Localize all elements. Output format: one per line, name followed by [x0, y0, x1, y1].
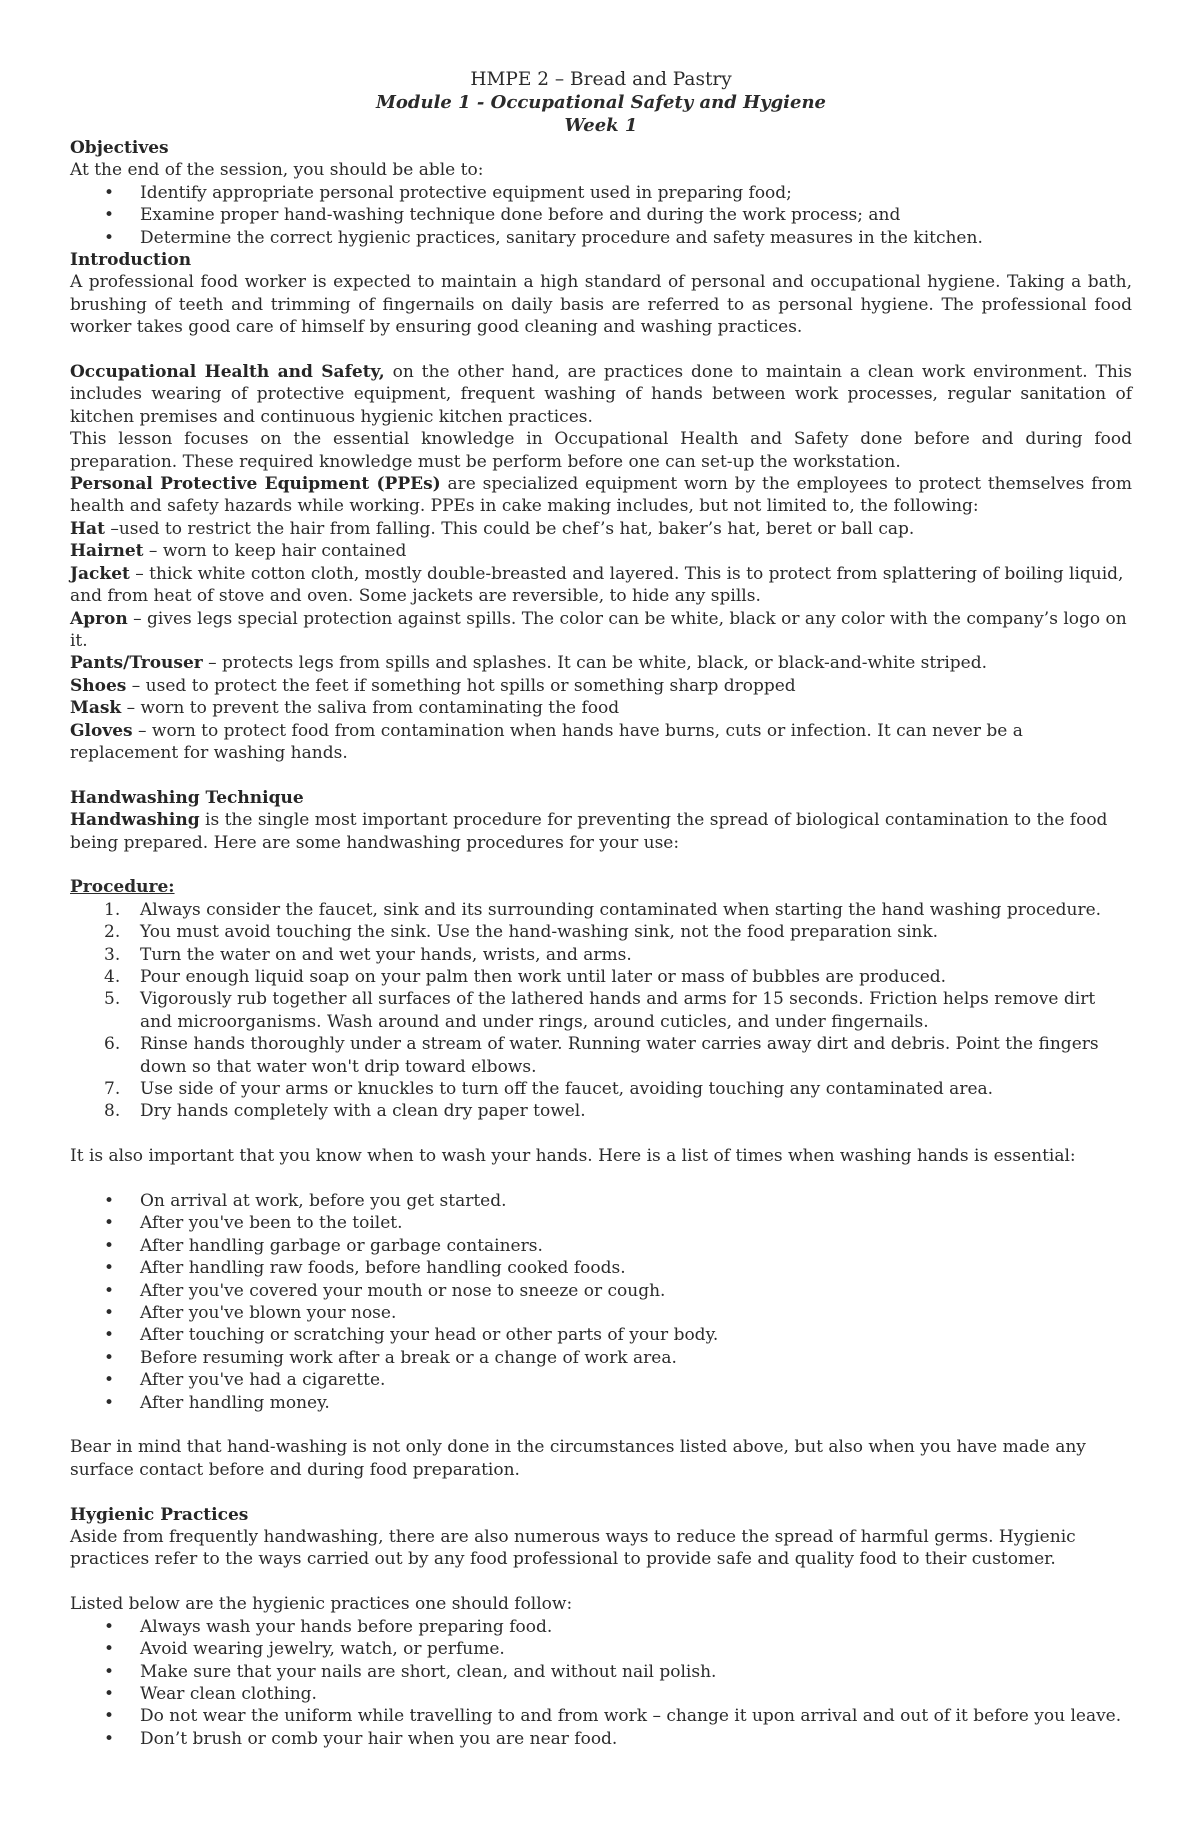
when-item: • On arrival at work, before you get started. [70, 1190, 1132, 1212]
ppe-item-term: Hat [70, 518, 105, 539]
ppe-item-text: – protects legs from spills and splashes. It can be white, black, or black-and-white striped. [202, 653, 988, 674]
ppe-item-hairnet [70, 540, 1132, 562]
hygienic-item: • Make sure that your nails are short, clean, and without nail polish. [70, 1661, 1132, 1683]
hygienic-list [70, 1616, 1132, 1750]
when-to-wash-lead: It is also important that you know when to wash your hands. Here is a list of times when washing hands is essential: [70, 1146, 1076, 1167]
ppe-item-term: Hairnet [70, 541, 144, 562]
when-item: • After you've covered your mouth or nose to sneeze or cough. [70, 1280, 1132, 1302]
course-title: HMPE 2 – Bread and Pastry [470, 69, 732, 90]
ppe-paragraph [70, 473, 1132, 518]
objective-item: • Determine the correct hygienic practices, sanitary procedure and safety measures in the kitchen. [70, 227, 1132, 249]
hygienic-item: • Do not wear the uniform while travelling to and from work – change it upon arrival and out of it before you leave. [70, 1705, 1132, 1727]
bear-in-mind-paragraph: Bear in mind that hand-washing is not only done in the circumstances listed above, but also when you have made any surface contact before and during food preparation. [70, 1437, 1086, 1480]
when-item: • After handling money. [70, 1392, 1132, 1414]
ppe-item-pants [70, 652, 1132, 674]
ppe-item-text: – gives legs special protection against spills. The color can be white, black or any color with the company’s logo on it. [70, 608, 1127, 651]
step-text: Rinse hands thoroughly under a stream of water. Running water carries away dirt and debris. Point the fingers down so that water won't drip toward elbows. [140, 1034, 1099, 1077]
step-number: 6. [104, 1034, 121, 1055]
ppe-item-text: – worn to prevent the saliva from contaminating the food [121, 698, 620, 719]
hygienic-item: • Wear clean clothing. [70, 1683, 1132, 1705]
procedure-step [70, 944, 1132, 966]
ohs-paragraph [70, 361, 1132, 428]
step-number: 3. [104, 944, 121, 965]
ppe-text: are specialized equipment worn by the employees to protect themselves from health and safety hazards while working. PPEs in cake making includes, but not limited to, the following: [70, 474, 1132, 517]
procedure-step [70, 988, 1132, 1033]
ppe-item-text: – worn to protect food from contamination when hands have burns, cuts or infection. It can never be a replacement for washing hands. [70, 720, 1023, 763]
step-number: 1. [104, 899, 121, 920]
ppe-item-text: –used to restrict the hair from falling. This could be chef’s hat, baker’s hat, beret or ball cap. [104, 518, 915, 539]
ppe-item-term: Apron [70, 608, 128, 629]
ppe-term: Personal Protective Equipment (PPEs) [70, 474, 441, 495]
when-item: • After you've blown your nose. [70, 1302, 1132, 1324]
hygienic-item: • Always wash your hands before preparing food. [70, 1616, 1132, 1638]
procedure-steps [70, 899, 1132, 1123]
when-item: • After handling garbage or garbage containers. [70, 1235, 1132, 1257]
procedure-step [70, 1100, 1132, 1122]
step-text: Pour enough liquid soap on your palm then work until later or mass of bubbles are produced. [140, 966, 947, 987]
step-text: You must avoid touching the sink. Use the hand-washing sink, not the food preparation sink. [140, 922, 939, 943]
procedure-heading: Procedure: [70, 877, 175, 898]
step-text: Always consider the faucet, sink and its surrounding contaminated when starting the hand washing procedure. [140, 899, 1102, 920]
ohs-term: Occupational Health and Safety, [70, 362, 385, 383]
ppe-item-shoes [70, 675, 1132, 697]
step-number: 7. [104, 1079, 121, 1100]
handwashing-paragraph [70, 809, 1132, 854]
lesson-focus-paragraph: This lesson focuses on the essential knowledge in Occupational Health and Safety done before and during food preparation. These required knowledge must be perform before one can set-up the workstation. [70, 429, 1132, 472]
handwashing-text: is the single most important procedure for preventing the spread of biological contamination to the food being prepared. Here are some handwashing procedures for your use: [70, 810, 1108, 853]
introduction-heading: Introduction [70, 250, 192, 271]
ohs-text: on the other hand, are practices done to maintain a clean work environment. This includes wearing of protective equipment, frequent washing of hands between work processes, regular sanitation of kitchen premises and continuous hygienic kitchen practices. [70, 362, 1132, 427]
step-text: Turn the water on and wet your hands, wrists, and arms. [140, 944, 632, 965]
step-text: Vigorously rub together all surfaces of the lathered hands and arms for 15 seconds. Friction helps remove dirt and microorganisms. Wash around and under rings, around cuticles, and under fingernails. [140, 989, 1096, 1032]
step-text: Dry hands completely with a clean dry paper towel. [140, 1101, 586, 1122]
ppe-item-gloves [70, 720, 1132, 765]
ppe-item-term: Gloves [70, 720, 133, 741]
when-to-wash-list [70, 1190, 1132, 1414]
introduction-paragraph: A professional food worker is expected to maintain a high standard of personal and occupational hygiene. Taking a bath, brushing of teeth and trimming of fingernails on daily basis are referred to as personal hygiene. The professional food worker takes good care of himself by ensuring good cleaning and washing practices. [70, 272, 1132, 338]
handwashing-heading: Handwashing Technique [70, 787, 304, 808]
ppe-item-term: Shoes [70, 675, 127, 696]
procedure-step [70, 899, 1132, 921]
ppe-item-apron [70, 608, 1132, 653]
procedure-step [70, 921, 1132, 943]
ppe-item-mask [70, 697, 1132, 719]
week-label: Week 1 [564, 115, 638, 136]
step-text: Use side of your arms or knuckles to turn off the faucet, avoiding touching any contaminated area. [140, 1079, 994, 1100]
module-title: Module 1 - Occupational Safety and Hygiene [375, 92, 827, 113]
procedure-step [70, 966, 1132, 988]
ppe-item-text: – worn to keep hair contained [143, 541, 407, 562]
step-number: 8. [104, 1101, 121, 1122]
ppe-item-term: Pants/Trouser [70, 653, 203, 674]
hygienic-item: • Don’t brush or comb your hair when you are near food. [70, 1728, 1132, 1750]
when-item: • After you've been to the toilet. [70, 1212, 1132, 1234]
objectives-lead: At the end of the session, you should be able to: [70, 160, 484, 181]
when-item: • Before resuming work after a break or a change of work area. [70, 1347, 1132, 1369]
when-item: • After handling raw foods, before handling cooked foods. [70, 1257, 1132, 1279]
hygienic-item: • Avoid wearing jewelry, watch, or perfume. [70, 1638, 1132, 1660]
objective-item: • Identify appropriate personal protective equipment used in preparing food; [70, 182, 1132, 204]
ppe-item-text: – used to protect the feet if something hot spills or something sharp dropped [126, 675, 796, 696]
when-item: • After touching or scratching your head or other parts of your body. [70, 1324, 1132, 1346]
ppe-item-term: Mask [70, 698, 122, 719]
hygienic-list-lead: Listed below are the hygienic practices one should follow: [70, 1594, 573, 1615]
ppe-item-term: Jacket [70, 563, 130, 584]
ppe-item-hat [70, 518, 1132, 540]
objectives-list [70, 182, 1132, 249]
objective-item: • Examine proper hand-washing technique done before and during the work process; and [70, 204, 1132, 226]
step-number: 5. [104, 989, 121, 1010]
procedure-step [70, 1033, 1132, 1078]
hygienic-heading: Hygienic Practices [70, 1504, 249, 1525]
step-number: 2. [104, 922, 121, 943]
procedure-step [70, 1078, 1132, 1100]
ppe-item-text: – thick white cotton cloth, mostly double-breasted and layered. This is to protect from splattering of boiling liquid, and from heat of stove and oven. Some jackets are reversible, to hide any spills. [70, 563, 1124, 607]
ppe-item-jacket [70, 563, 1132, 608]
handwashing-term: Handwashing [70, 810, 200, 831]
objectives-heading: Objectives [70, 138, 169, 158]
when-item: • After you've had a cigarette. [70, 1369, 1132, 1391]
hygienic-paragraph: Aside from frequently handwashing, there are also numerous ways to reduce the spread of harmful germs. Hygienic practices refer to the ways carried out by any food professional to provide safe and quality food to their customer. [70, 1527, 1076, 1570]
step-number: 4. [104, 966, 121, 987]
